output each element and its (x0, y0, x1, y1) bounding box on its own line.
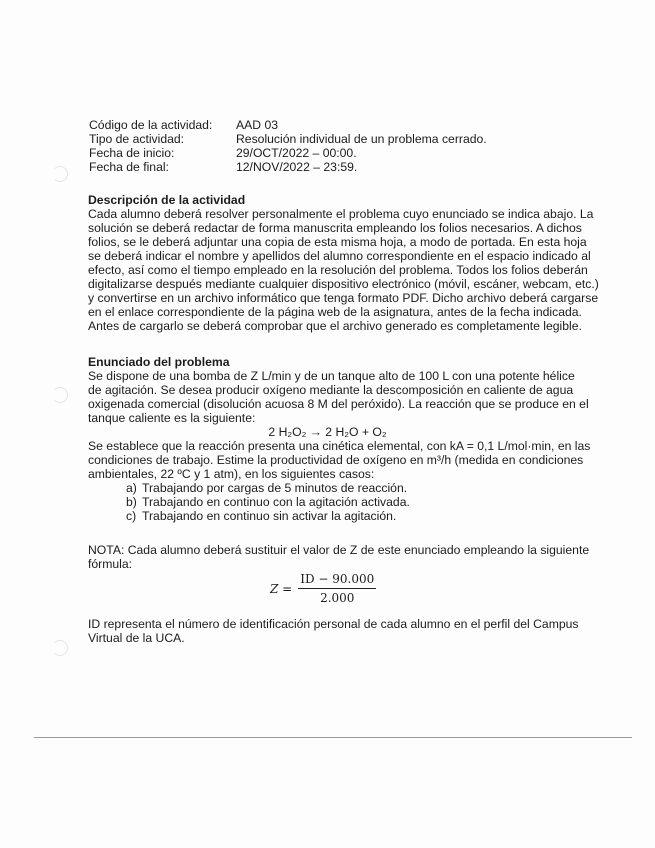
text-line: Virtual de la UCA. (88, 631, 185, 645)
formula-numerator: ID − 90.000 (298, 572, 376, 589)
text-line: ID representa el número de identificación personal de cada alumno en el perfil del Campus (88, 617, 579, 631)
meta-value: 12/NOV/2022 – 23:59. (236, 160, 358, 174)
case-text: Trabajando en continuo sin activar la agitación. (142, 509, 397, 523)
text-line: oxigenada comercial (disolución acuosa 8 M del peróxido). La reacción que se produce en el (88, 397, 589, 411)
meta-label: Código de la actividad: (89, 118, 213, 132)
description-heading: Descripción de la actividad (88, 193, 246, 207)
case-item (126, 481, 407, 495)
case-item (126, 495, 410, 509)
text-line: y convertirse en un archivo informático que tenga formato PDF. Dicho archivo deberá cargarse (88, 291, 599, 305)
meta-value: AAD 03 (236, 118, 279, 132)
text-line: Se dispone de una bomba de Z L/min y de un tanque alto de 100 L con una potente hélice (88, 369, 575, 383)
text-line: se deberá indicar el nombre y apellidos del alumno correspondiente en el espacio indicado al (88, 249, 591, 263)
meta-label: Fecha de final: (89, 160, 169, 174)
case-item (126, 509, 396, 523)
formula-lhs: Z = (270, 581, 293, 596)
punch-hole-mark (52, 166, 68, 182)
case-text: Trabajando por cargas de 5 minutos de reacción. (142, 481, 408, 495)
formula-denominator: 2.000 (320, 591, 355, 605)
page-divider (34, 737, 632, 738)
text-line: folios, se le deberá adjuntar una copia de esta misma hoja, a modo de portada. En esta hoja (88, 235, 587, 249)
z-formula (270, 572, 376, 605)
text-line: efecto, así como el tiempo empleado en la resolución del problema. Todos los folios deberán (88, 263, 588, 277)
text-line: solución se deberá redactar de forma manuscrita empleando los folios necesarios. A dichos (88, 221, 582, 235)
case-marker: c) (126, 509, 137, 523)
case-text: Trabajando en continuo con la agitación activada. (142, 495, 410, 509)
text-line: fórmula: (88, 557, 133, 571)
meta-value: Resolución individual de un problema cerrado. (236, 132, 487, 146)
text-line: Cada alumno deberá resolver personalmente el problema cuyo enunciado se indica abajo. La (88, 207, 594, 221)
text-line: ambientales, 22 ºC y 1 atm), en los siguientes casos: (88, 467, 375, 481)
text-line: tanque caliente es la siguiente: (88, 411, 256, 425)
text-line: digitalizarse después mediante cualquier dispositivo electrónico (móvil, escáner, webcam, etc.) (88, 277, 599, 291)
meta-label: Fecha de inicio: (89, 146, 175, 160)
text-line: condiciones de trabajo. Estime la productividad de oxígeno en m³/h (medida en condiciones (88, 453, 584, 467)
punch-hole-mark (52, 640, 68, 656)
case-marker: b) (126, 495, 137, 509)
meta-value: 29/OCT/2022 – 00:00. (236, 146, 357, 160)
text-line: NOTA: Cada alumno deberá sustituir el valor de Z de este enunciado empleando la siguiente (88, 543, 590, 557)
text-line: Antes de cargarlo se deberá comprobar que el archivo generado es completamente legible. (88, 319, 582, 333)
text-line: de agitación. Se desea producir oxígeno mediante la descomposición en caliente de agua (88, 383, 574, 397)
punch-hole-mark (52, 387, 68, 403)
reaction-equation: 2 H₂O₂ → 2 H₂O + O₂ (268, 425, 387, 439)
text-line: Se establece que la reacción presenta una cinética elemental, con kA = 0,1 L/mol·min, en las (88, 439, 591, 453)
case-marker: a) (126, 481, 137, 495)
text-line: en el enlace correspondiente de la página web de la asignatura, antes de la fecha indicada. (88, 305, 582, 319)
problem-heading: Enunciado del problema (88, 355, 230, 369)
meta-label: Tipo de actividad: (89, 132, 185, 146)
